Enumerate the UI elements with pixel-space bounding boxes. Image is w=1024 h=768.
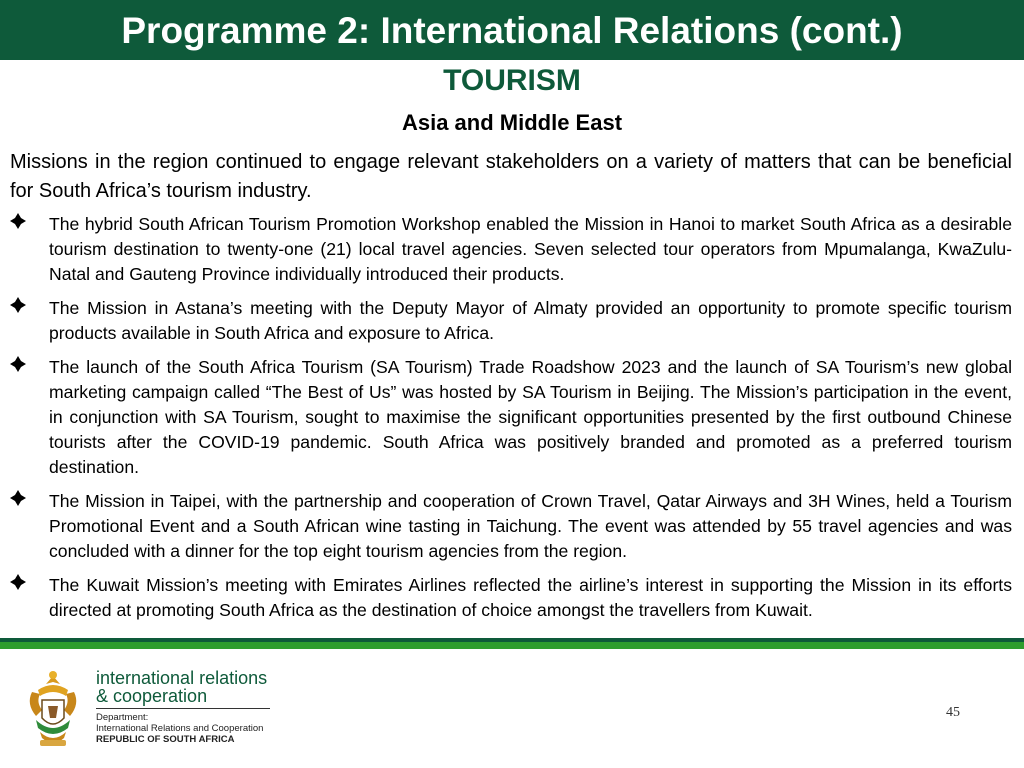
bullet-text: The Kuwait Mission’s meeting with Emirates Airlines reflected the airline’s interest in supporting the Mission in its efforts directed at promoting South Africa as the destination of choice amongst the travellers from Kuwait. [49, 575, 1012, 620]
title-bar [0, 0, 1024, 60]
region-heading: Asia and Middle East [401, 110, 623, 135]
department-logo [22, 666, 282, 752]
bullet-item [10, 489, 1012, 564]
bullet-list [10, 212, 1012, 632]
department-name: International Relations and Cooperation [96, 723, 264, 734]
coat-of-arms-icon [22, 670, 84, 750]
intro-paragraph: Missions in the region continued to engage relevant stakeholders on a variety of matters that can be beneficial for South Africa’s tourism industry. [10, 151, 1012, 202]
department-label: Department: [96, 712, 149, 723]
page-title: Programme 2: International Relations (cont.) [121, 10, 903, 51]
diamond-bullet-icon [10, 574, 26, 590]
diamond-bullet-icon [10, 490, 26, 506]
bullet-text: The Mission in Astana’s meeting with the Deputy Mayor of Almaty provided an opportunity to promote specific tourism products available in South Africa and exposure to Africa. [49, 298, 1012, 343]
section-heading: TOURISM [443, 64, 581, 97]
bullet-text: The hybrid South African Tourism Promotion Workshop enabled the Mission in Hanoi to market South Africa as a desirable tourism destination to twenty-one (21) local travel agencies. Seven selected tour operators from Mpumalanga, KwaZulu-Natal and Gauteng Province individually introduced their products. [49, 214, 1012, 284]
diamond-bullet-icon [10, 297, 26, 313]
diamond-bullet-icon [10, 356, 26, 372]
bullet-text: The launch of the South Africa Tourism (SA Tourism) Trade Roadshow 2023 and the launch of SA Tourism’s new global marketing campaign called “The Best of Us” was hosted by SA Tourism in Beijing. The Mission’s participation in the event, in conjunction with SA Tourism, sought to maximise the significant opportunities presented by the first outbound Chinese tourists after the COVID-19 pandemic. South Africa was positively branded and promoted as a preferred tourism destination. [49, 357, 1012, 477]
bullet-item [10, 212, 1012, 287]
bullet-item [10, 573, 1012, 623]
page-number: 45 [946, 705, 960, 720]
brand-name-line2: & cooperation [96, 686, 208, 706]
country-name: REPUBLIC OF SOUTH AFRICA [96, 734, 235, 745]
bullet-item [10, 296, 1012, 346]
footer-divider-dark [0, 638, 1024, 642]
bullet-text: The Mission in Taipei, with the partnership and cooperation of Crown Travel, Qatar Airways and 3H Wines, held a Tourism Promotional Event and a South African wine tasting in Taichung. The event was attended by 55 travel agencies and was concluded with a dinner for the top eight tourism agencies from the region. [49, 491, 1012, 561]
bullet-item [10, 355, 1012, 480]
brand-name-line1: international relations [96, 668, 268, 688]
diamond-bullet-icon [10, 213, 26, 229]
brand-divider [96, 708, 270, 709]
